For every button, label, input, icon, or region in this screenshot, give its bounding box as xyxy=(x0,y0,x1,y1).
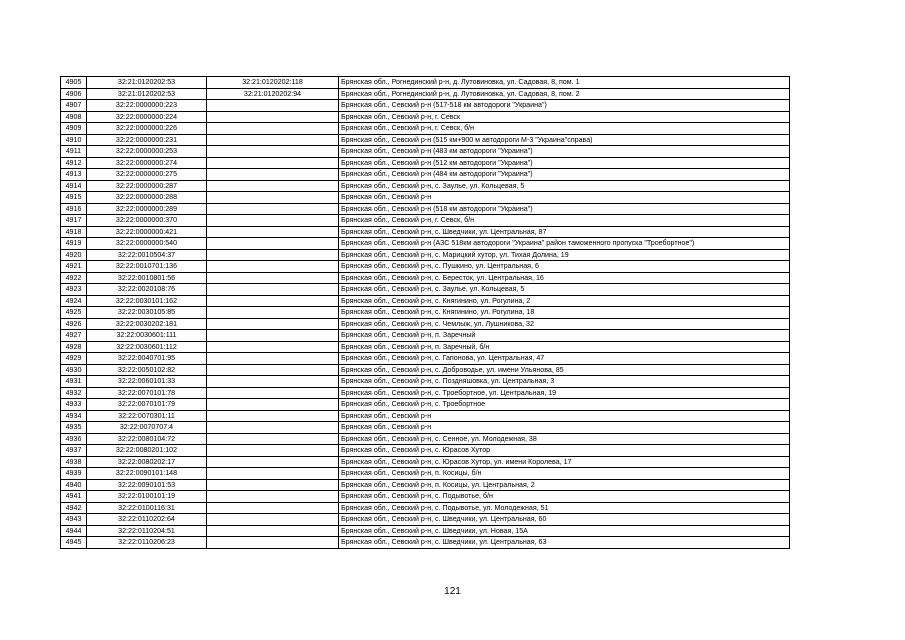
row-number-cell: 4930 xyxy=(61,364,87,376)
table-row xyxy=(61,364,790,376)
row-number-cell: 4911 xyxy=(61,146,87,158)
row-number-cell: 4931 xyxy=(61,376,87,388)
table-row xyxy=(61,525,790,537)
sub-cadastral-number-cell xyxy=(207,226,339,238)
address-cell: Брянская обл., Севский р-н, г. Севск, б/н xyxy=(339,123,790,135)
cadastral-number-cell: 32:22:0010504:37 xyxy=(87,249,207,261)
table-row xyxy=(61,376,790,388)
cadastral-number-cell: 32:22:0110202:64 xyxy=(87,514,207,526)
table-row xyxy=(61,77,790,89)
cadastral-number-cell: 32:22:0110206:23 xyxy=(87,537,207,549)
cadastral-number-cell: 32:22:0000000:224 xyxy=(87,111,207,123)
address-cell: Брянская обл., Севский р-н (512 км автодороги "Украина") xyxy=(339,157,790,169)
cadastral-number-cell: 32:22:0050102:82 xyxy=(87,364,207,376)
row-number-cell: 4933 xyxy=(61,399,87,411)
address-cell: Брянская обл., Севский р-н, с. Княгинино, ул. Рогулина, 18 xyxy=(339,307,790,319)
address-cell: Брянская обл., Севский р-н, с. Шведчики, ул. Центральная, 60 xyxy=(339,514,790,526)
cadastral-number-cell: 32:22:0030105:85 xyxy=(87,307,207,319)
sub-cadastral-number-cell xyxy=(207,445,339,457)
cadastral-number-cell: 32:22:0000000:274 xyxy=(87,157,207,169)
sub-cadastral-number-cell xyxy=(207,502,339,514)
address-cell: Брянская обл., Севский р-н, с. Пушкино, ул. Центральная, 6 xyxy=(339,261,790,273)
sub-cadastral-number-cell xyxy=(207,203,339,215)
sub-cadastral-number-cell xyxy=(207,111,339,123)
table-row xyxy=(61,238,790,250)
cadastral-number-cell: 32:22:0100101:19 xyxy=(87,491,207,503)
row-number-cell: 4937 xyxy=(61,445,87,457)
cadastral-number-cell: 32:22:0000000:287 xyxy=(87,180,207,192)
row-number-cell: 4934 xyxy=(61,410,87,422)
cadastral-number-cell: 32:22:0110204:51 xyxy=(87,525,207,537)
table-row xyxy=(61,134,790,146)
cadastral-number-cell: 32:22:0070101:79 xyxy=(87,399,207,411)
table-row xyxy=(61,422,790,434)
table-row xyxy=(61,180,790,192)
address-cell: Брянская обл., Севский р-н xyxy=(339,192,790,204)
sub-cadastral-number-cell xyxy=(207,433,339,445)
sub-cadastral-number-cell xyxy=(207,364,339,376)
cadastral-number-cell: 32:22:0090101:148 xyxy=(87,468,207,480)
address-cell: Брянская обл., Севский р-н, с. Марицкий хутор, ул. Тихая Долина, 19 xyxy=(339,249,790,261)
table-row xyxy=(61,330,790,342)
address-cell: Брянская обл., Севский р-н, с. Бересток, ул. Центральная, 16 xyxy=(339,272,790,284)
row-number-cell: 4922 xyxy=(61,272,87,284)
cadastral-number-cell: 32:21:0120202:53 xyxy=(87,88,207,100)
cadastral-number-cell: 32:22:0000000:370 xyxy=(87,215,207,227)
table-row xyxy=(61,491,790,503)
cadastral-number-cell: 32:22:0030202:181 xyxy=(87,318,207,330)
sub-cadastral-number-cell xyxy=(207,353,339,365)
sub-cadastral-number-cell xyxy=(207,399,339,411)
sub-cadastral-number-cell xyxy=(207,514,339,526)
cadastral-number-cell: 32:21:0120202:53 xyxy=(87,77,207,89)
row-number-cell: 4912 xyxy=(61,157,87,169)
sub-cadastral-number-cell xyxy=(207,100,339,112)
table-row xyxy=(61,456,790,468)
sub-cadastral-number-cell xyxy=(207,422,339,434)
row-number-cell: 4915 xyxy=(61,192,87,204)
address-cell: Брянская обл., Севский р-н, п. Косицы, б/н xyxy=(339,468,790,480)
address-cell: Брянская обл., Севский р-н, п. Заречный, б/н xyxy=(339,341,790,353)
address-cell: Брянская обл., Севский р-н, с. Княгинино, ул. Рогулина, 2 xyxy=(339,295,790,307)
registry-table-body xyxy=(61,77,790,549)
cadastral-number-cell: 32:22:0020108:76 xyxy=(87,284,207,296)
address-cell: Брянская обл., Севский р-н, с. Подывотье, б/н xyxy=(339,491,790,503)
row-number-cell: 4926 xyxy=(61,318,87,330)
table-row xyxy=(61,226,790,238)
sub-cadastral-number-cell xyxy=(207,307,339,319)
sub-cadastral-number-cell xyxy=(207,192,339,204)
cadastral-number-cell: 32:22:0080201:102 xyxy=(87,445,207,457)
address-cell: Брянская обл., Севский р-н, с. Подывотье, ул. Молодежная, 51 xyxy=(339,502,790,514)
address-cell: Брянская обл., Рогнединский р-н, д. Лутовиновка, ул. Садовая, 8, пом. 2 xyxy=(339,88,790,100)
address-cell: Брянская обл., Рогнединский р-н, д. Лутовиновка, ул. Садовая, 8, пом. 1 xyxy=(339,77,790,89)
sub-cadastral-number-cell xyxy=(207,238,339,250)
cadastral-number-cell: 32:22:0080104:72 xyxy=(87,433,207,445)
row-number-cell: 4907 xyxy=(61,100,87,112)
cadastral-number-cell: 32:22:0030601:112 xyxy=(87,341,207,353)
row-number-cell: 4924 xyxy=(61,295,87,307)
cadastral-number-cell: 32:22:0070707:4 xyxy=(87,422,207,434)
address-cell: Брянская обл., Севский р-н, с. Троебортное xyxy=(339,399,790,411)
table-row xyxy=(61,295,790,307)
cadastral-number-cell: 32:22:0000000:253 xyxy=(87,146,207,158)
table-row xyxy=(61,410,790,422)
table-row xyxy=(61,399,790,411)
table-row xyxy=(61,433,790,445)
sub-cadastral-number-cell xyxy=(207,341,339,353)
cadastral-number-cell: 32:22:0070301:11 xyxy=(87,410,207,422)
row-number-cell: 4928 xyxy=(61,341,87,353)
row-number-cell: 4905 xyxy=(61,77,87,89)
table-row xyxy=(61,353,790,365)
table-row xyxy=(61,318,790,330)
sub-cadastral-number-cell xyxy=(207,456,339,468)
sub-cadastral-number-cell xyxy=(207,157,339,169)
row-number-cell: 4932 xyxy=(61,387,87,399)
row-number-cell: 4920 xyxy=(61,249,87,261)
cadastral-number-cell: 32:22:0010701:136 xyxy=(87,261,207,273)
address-cell: Брянская обл., Севский р-н xyxy=(339,410,790,422)
cadastral-number-cell: 32:22:0030601:111 xyxy=(87,330,207,342)
table-row xyxy=(61,468,790,480)
sub-cadastral-number-cell xyxy=(207,134,339,146)
page-number: 121 xyxy=(444,586,461,597)
row-number-cell: 4945 xyxy=(61,537,87,549)
sub-cadastral-number-cell xyxy=(207,180,339,192)
sub-cadastral-number-cell xyxy=(207,261,339,273)
sub-cadastral-number-cell xyxy=(207,387,339,399)
address-cell: Брянская обл., Севский р-н (518 км автодороги "Украина") xyxy=(339,203,790,215)
address-cell: Брянская обл., Севский р-н, п. Заречный xyxy=(339,330,790,342)
row-number-cell: 4914 xyxy=(61,180,87,192)
address-cell: Брянская обл., Севский р-н, с. Юрасов Хутор xyxy=(339,445,790,457)
address-cell: Брянская обл., Севский р-н, с. Заулье, ул. Кольцевая, 5 xyxy=(339,180,790,192)
table-row xyxy=(61,100,790,112)
row-number-cell: 4936 xyxy=(61,433,87,445)
sub-cadastral-number-cell xyxy=(207,284,339,296)
sub-cadastral-number-cell xyxy=(207,330,339,342)
row-number-cell: 4923 xyxy=(61,284,87,296)
table-row xyxy=(61,146,790,158)
table-row xyxy=(61,341,790,353)
cadastral-number-cell: 32:22:0030101:162 xyxy=(87,295,207,307)
row-number-cell: 4942 xyxy=(61,502,87,514)
cadastral-number-cell: 32:22:0100116:31 xyxy=(87,502,207,514)
address-cell: Брянская обл., Севский р-н, с. Поздняшовка, ул. Центральная, 3 xyxy=(339,376,790,388)
row-number-cell: 4943 xyxy=(61,514,87,526)
table-row xyxy=(61,157,790,169)
sub-cadastral-number-cell xyxy=(207,169,339,181)
sub-cadastral-number-cell xyxy=(207,215,339,227)
address-cell: Брянская обл., Севский р-н (483 км автодороги "Украина") xyxy=(339,146,790,158)
cadastral-number-cell: 32:22:0000000:288 xyxy=(87,192,207,204)
row-number-cell: 4909 xyxy=(61,123,87,135)
address-cell: Брянская обл., Севский р-н (515 км+900 м автодороги М-3 "Украина"справа) xyxy=(339,134,790,146)
table-row xyxy=(61,445,790,457)
table-row xyxy=(61,111,790,123)
address-cell: Брянская обл., Севский р-н, с. Шведчики, ул. Центральная, 63 xyxy=(339,537,790,549)
cadastral-number-cell: 32:22:0000000:540 xyxy=(87,238,207,250)
sub-cadastral-number-cell xyxy=(207,468,339,480)
cadastral-number-cell: 32:22:0090101:53 xyxy=(87,479,207,491)
cadastral-number-cell: 32:22:0000000:289 xyxy=(87,203,207,215)
row-number-cell: 4929 xyxy=(61,353,87,365)
row-number-cell: 4906 xyxy=(61,88,87,100)
sub-cadastral-number-cell xyxy=(207,249,339,261)
sub-cadastral-number-cell xyxy=(207,491,339,503)
table-row xyxy=(61,192,790,204)
address-cell: Брянская обл., Севский р-н, г. Севск, б/н xyxy=(339,215,790,227)
row-number-cell: 4918 xyxy=(61,226,87,238)
address-cell: Брянская обл., Севский р-н (АЗС 518км автодороги "Украина" район таможенного пропуска "Троебортное") xyxy=(339,238,790,250)
table-row xyxy=(61,169,790,181)
address-cell: Брянская обл., Севский р-н, с. Чемлыж, ул. Лушникова, 32 xyxy=(339,318,790,330)
cadastral-number-cell: 32:22:0000000:226 xyxy=(87,123,207,135)
table-row xyxy=(61,537,790,549)
cadastral-number-cell: 32:22:0080202:17 xyxy=(87,456,207,468)
table-row xyxy=(61,307,790,319)
table-row xyxy=(61,502,790,514)
address-cell: Брянская обл., Севский р-н, с. Доброводье, ул. имени Ульянова, 85 xyxy=(339,364,790,376)
sub-cadastral-number-cell xyxy=(207,410,339,422)
sub-cadastral-number-cell: 32:21:0120202:94 xyxy=(207,88,339,100)
sub-cadastral-number-cell xyxy=(207,376,339,388)
table-row xyxy=(61,88,790,100)
registry-table xyxy=(60,76,790,549)
cadastral-number-cell: 32:22:0000000:275 xyxy=(87,169,207,181)
address-cell: Брянская обл., Севский р-н (484 км автодороги "Украина") xyxy=(339,169,790,181)
cadastral-number-cell: 32:22:0000000:223 xyxy=(87,100,207,112)
table-row xyxy=(61,272,790,284)
address-cell: Брянская обл., Севский р-н, с. Сенное, ул. Молодежная, 38 xyxy=(339,433,790,445)
row-number-cell: 4935 xyxy=(61,422,87,434)
row-number-cell: 4927 xyxy=(61,330,87,342)
row-number-cell: 4944 xyxy=(61,525,87,537)
cadastral-number-cell: 32:22:0000000:231 xyxy=(87,134,207,146)
sub-cadastral-number-cell xyxy=(207,318,339,330)
cadastral-number-cell: 32:22:0000000:421 xyxy=(87,226,207,238)
row-number-cell: 4941 xyxy=(61,491,87,503)
row-number-cell: 4908 xyxy=(61,111,87,123)
row-number-cell: 4919 xyxy=(61,238,87,250)
row-number-cell: 4925 xyxy=(61,307,87,319)
sub-cadastral-number-cell xyxy=(207,123,339,135)
table-row xyxy=(61,284,790,296)
address-cell: Брянская обл., Севский р-н, с. Заулье, ул. Кольцевая, 5 xyxy=(339,284,790,296)
cadastral-number-cell: 32:22:0010801:56 xyxy=(87,272,207,284)
table-row xyxy=(61,479,790,491)
table-row xyxy=(61,215,790,227)
row-number-cell: 4913 xyxy=(61,169,87,181)
table-row xyxy=(61,387,790,399)
table-row xyxy=(61,123,790,135)
table-row xyxy=(61,203,790,215)
table-row xyxy=(61,249,790,261)
row-number-cell: 4917 xyxy=(61,215,87,227)
sub-cadastral-number-cell xyxy=(207,272,339,284)
address-cell: Брянская обл., Севский р-н, с. Троебортное, ул. Центральная, 19 xyxy=(339,387,790,399)
row-number-cell: 4910 xyxy=(61,134,87,146)
sub-cadastral-number-cell xyxy=(207,146,339,158)
sub-cadastral-number-cell xyxy=(207,525,339,537)
row-number-cell: 4916 xyxy=(61,203,87,215)
sub-cadastral-number-cell xyxy=(207,295,339,307)
address-cell: Брянская обл., Севский р-н (517-518 км автодороги "Украина") xyxy=(339,100,790,112)
row-number-cell: 4940 xyxy=(61,479,87,491)
cadastral-number-cell: 32:22:0060101:33 xyxy=(87,376,207,388)
address-cell: Брянская обл., Севский р-н, г. Севск xyxy=(339,111,790,123)
address-cell: Брянская обл., Севский р-н, с. Шведчики, ул. Новая, 15А xyxy=(339,525,790,537)
table-row xyxy=(61,261,790,273)
row-number-cell: 4939 xyxy=(61,468,87,480)
row-number-cell: 4921 xyxy=(61,261,87,273)
address-cell: Брянская обл., Севский р-н, с. Гапонова, ул. Центральная, 47 xyxy=(339,353,790,365)
table-row xyxy=(61,514,790,526)
sub-cadastral-number-cell xyxy=(207,537,339,549)
cadastral-number-cell: 32:22:0070101:78 xyxy=(87,387,207,399)
sub-cadastral-number-cell xyxy=(207,479,339,491)
sub-cadastral-number-cell: 32:21:0120202:118 xyxy=(207,77,339,89)
cadastral-number-cell: 32:22:0040701:95 xyxy=(87,353,207,365)
address-cell: Брянская обл., Севский р-н, п. Косицы, ул. Центральная, 2 xyxy=(339,479,790,491)
address-cell: Брянская обл., Севский р-н xyxy=(339,422,790,434)
address-cell: Брянская обл., Севский р-н, с. Юрасов Хутор, ул. имени Королева, 17 xyxy=(339,456,790,468)
row-number-cell: 4938 xyxy=(61,456,87,468)
address-cell: Брянская обл., Севский р-н, с. Шведчики, ул. Центральная, 87 xyxy=(339,226,790,238)
